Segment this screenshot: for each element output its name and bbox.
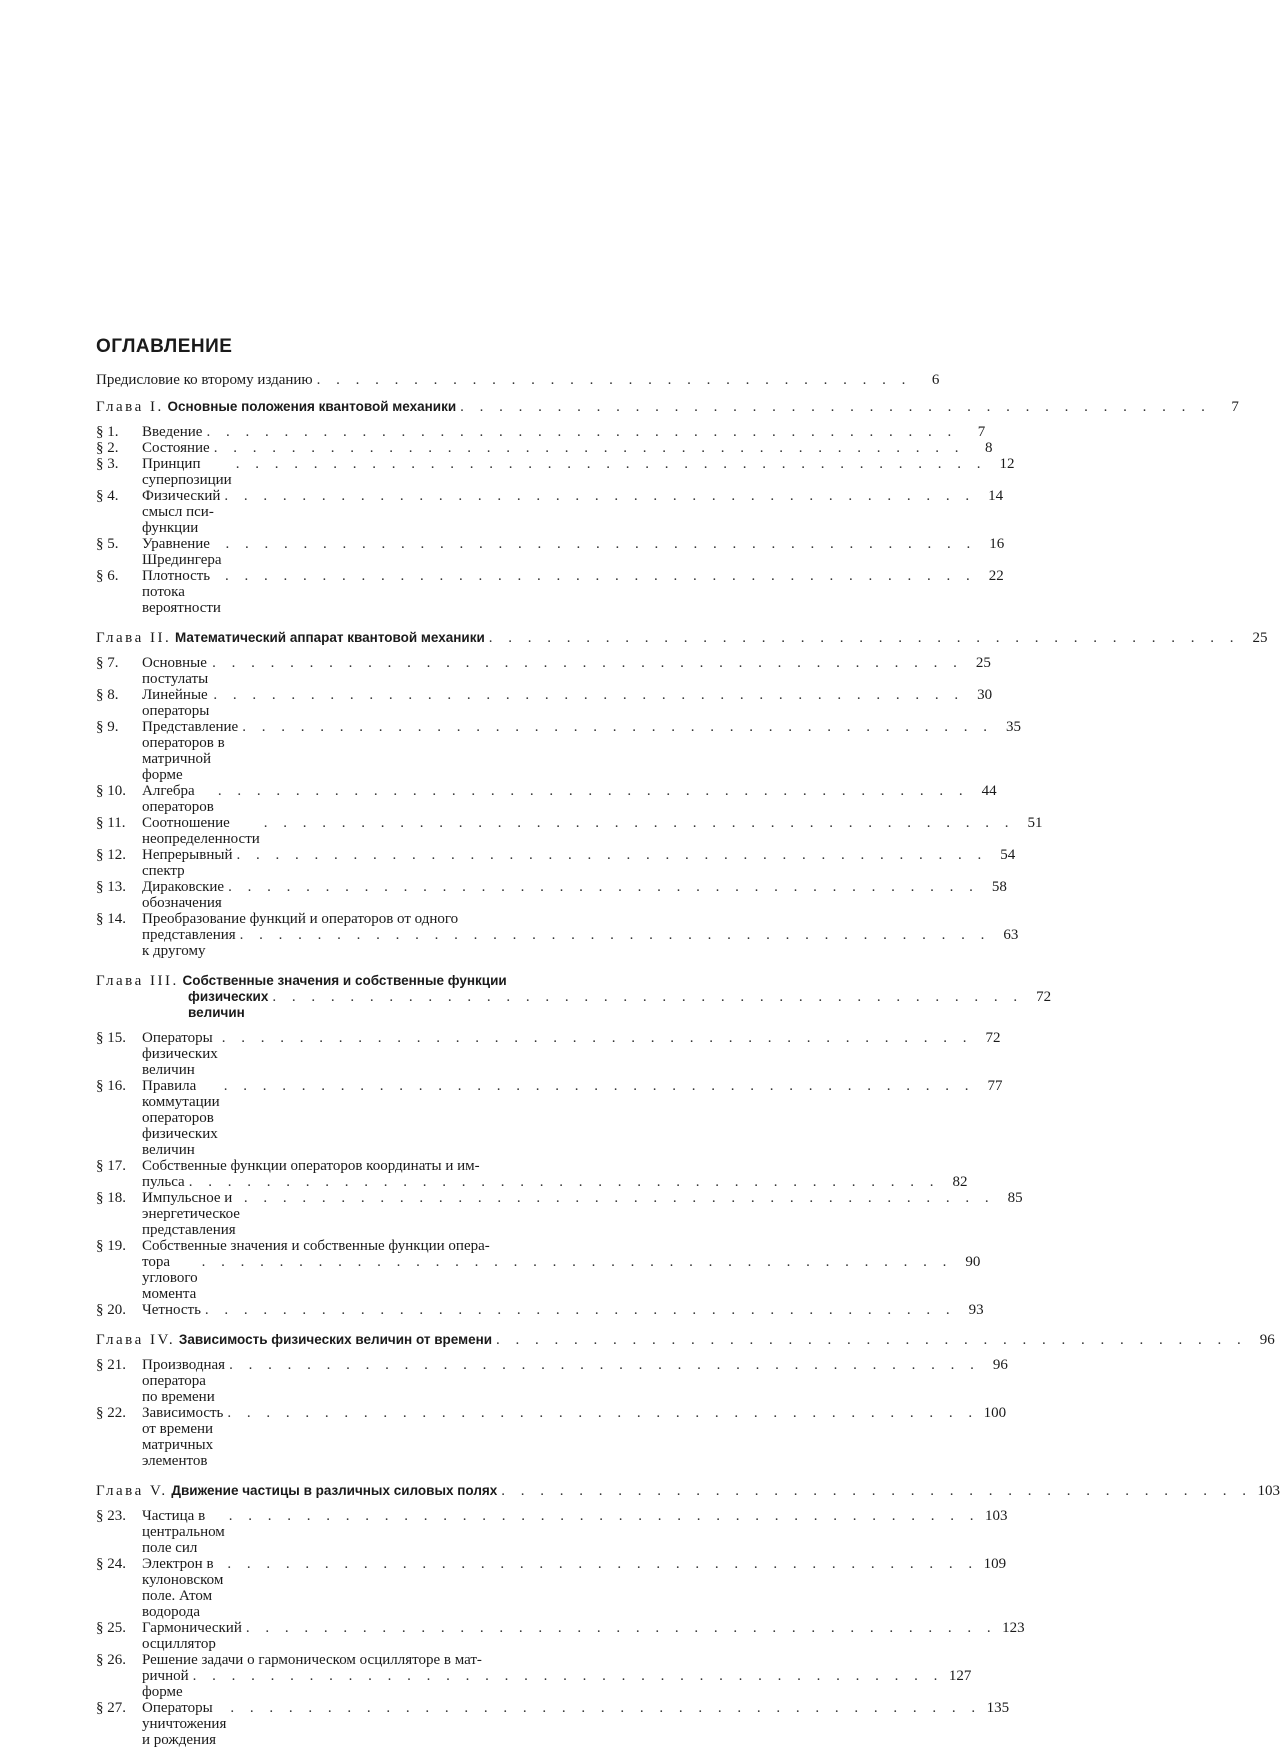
- toc-page-number: 44: [981, 783, 997, 799]
- toc-preface-text: Предисловие ко второму изданию: [96, 372, 313, 388]
- section-title: Импульсное и энергетическое представления: [142, 1190, 240, 1238]
- toc-page-number: 90: [965, 1254, 981, 1270]
- leader-dots: . . . . . . . . . . . . . . . . . . . . . . . . . . . . . . . . . . . . . . .: [221, 1030, 973, 1046]
- toc-page-number: 96: [992, 1357, 1008, 1373]
- chapter-spacer: [96, 1748, 580, 1758]
- toc-page-number: 63: [1003, 927, 1019, 943]
- toc-chapter-row[interactable]: [96, 1483, 1280, 1499]
- section-title: Четность: [142, 1302, 201, 1318]
- section-number: § 22.: [96, 1405, 126, 1421]
- section-body: [142, 1405, 1007, 1469]
- section-line-1: [96, 1238, 580, 1254]
- leader-dots: . . . . . . . . . . . . . . . . . . . . . . . . . . . . . . . . . . . . . . .: [227, 1556, 979, 1572]
- section-number: § 25.: [96, 1620, 126, 1636]
- section-title: Принцип суперпозиции: [142, 456, 232, 488]
- section-number: § 8.: [96, 687, 119, 703]
- leader-dots: . . . . . . . . . . . . . . . . . . . . . . . . . . . . . . . . . . . . . . .: [224, 568, 976, 584]
- leader-dots: . . . . . . . . . . . . . . . . . . . . . . . . . . . . . . . . . . . . . . .: [213, 440, 965, 456]
- toc-section-row[interactable]: [96, 1030, 1001, 1078]
- section-line-1: [96, 1652, 580, 1668]
- chapter-title: Основные положения квантовой механики: [167, 399, 457, 414]
- leader-dots: . . . . . . . . . . . . . . . . . . . . . . . . . . . . . . . . . . . . . . .: [204, 1302, 956, 1318]
- toc-page-number: 54: [1000, 847, 1016, 863]
- section-body: [142, 847, 1016, 879]
- section-title-continued: тора углового момента: [142, 1254, 198, 1302]
- toc-page-number: 85: [1007, 1190, 1023, 1206]
- toc-page-number: 51: [1027, 815, 1043, 831]
- toc-page-number: 8: [984, 440, 993, 456]
- toc-page-number: 58: [991, 879, 1007, 895]
- leader-dots: . . . . . . . . . . . . . . . . . . . . . . . . . . . . . . . . . . . . . . .: [460, 399, 1211, 415]
- section-number: § 24.: [96, 1556, 126, 1572]
- toc-page-number: 14: [988, 488, 1004, 504]
- section-number: § 12.: [96, 847, 126, 863]
- chapter-spacer: [96, 959, 580, 969]
- section-title: Собственные функции операторов координаты и им-: [142, 1158, 480, 1174]
- section-line-2: [96, 1254, 981, 1302]
- toc-page-number: 25: [975, 655, 991, 671]
- section-body: [142, 1556, 1007, 1620]
- leader-dots: . . . . . . . . . . . . . . . . . . . . . . . . . . . . . . . . . . . . . . .: [230, 1700, 982, 1716]
- section-number: § 21.: [96, 1357, 126, 1373]
- chapter-title-line-1: [96, 973, 580, 989]
- section-number: § 23.: [96, 1508, 126, 1524]
- section-title: Собственные значения и собственные функции опера-: [142, 1238, 490, 1254]
- section-title: Гармонический осциллятор: [142, 1620, 242, 1652]
- section-title: Частица в центральном поле сил: [142, 1508, 225, 1556]
- section-title: Операторы физических величин: [142, 1030, 218, 1078]
- leader-dots: . . . . . . . . . . . . . . . . . . . . . . . . . . . . . . . . . . . . . . .: [201, 1254, 953, 1270]
- chapter-label: Глава II.: [96, 630, 172, 646]
- chapter-spacer: [96, 1469, 580, 1479]
- leader-dots: . . . . . . . . . . . . . . . . . . . . . . . . . . . . . . . . . . . . . . .: [501, 1483, 1253, 1499]
- section-number: § 7.: [96, 655, 119, 671]
- chapter-spacer: [96, 1318, 580, 1328]
- toc-section-row[interactable]: [96, 488, 1004, 536]
- section-body: [142, 1078, 1003, 1158]
- section-line-2: [96, 927, 1019, 959]
- toc-page-number: 127: [948, 1668, 972, 1684]
- section-title: Правила коммутации операторов физических величин: [142, 1078, 220, 1158]
- section-line-1: [96, 911, 580, 927]
- toc-section-row[interactable]: [96, 815, 1043, 847]
- chapter-spacer: [96, 616, 580, 626]
- toc-section-row[interactable]: [96, 1357, 1008, 1405]
- section-number: § 19.: [96, 1238, 126, 1254]
- toc-section-row[interactable]: [96, 655, 991, 687]
- leader-dots: . . . . . . . . . . . . . . . . . . . . . . . . . . . . . . . . . . . . . . .: [188, 1174, 940, 1190]
- section-number: § 20.: [96, 1302, 126, 1318]
- leader-dots: . . . . . . . . . . . . . . . . . . . . . . . . . . . . . . . . . . . . . . .: [235, 456, 987, 472]
- section-body: [142, 1357, 1008, 1405]
- toc-page-number: 103: [985, 1508, 1008, 1524]
- section-line-1: [96, 1158, 580, 1174]
- section-body: [142, 1190, 1023, 1238]
- leader-dots: . . . . . . . . . . . . . . . . . . . . . . . . . . . . . . . . . . . . . . .: [227, 1405, 979, 1421]
- toc-section-row[interactable]: [96, 1508, 1008, 1556]
- section-line-2: [96, 1668, 972, 1700]
- toc-page-number: 77: [987, 1078, 1003, 1094]
- section-number: § 1.: [96, 424, 119, 440]
- leader-dots: . . . . . . . . . . . . . . . . . . . . . . . . . . . . . . . . . . . . . . .: [496, 1332, 1247, 1348]
- section-number: § 14.: [96, 911, 126, 927]
- toc-section-row[interactable]: [96, 1078, 1003, 1158]
- section-title-continued: пульса: [142, 1174, 185, 1190]
- toc-page-number: 103: [1257, 1483, 1280, 1499]
- chapter-title: Собственные значения и собственные функции: [182, 973, 507, 988]
- section-body: [142, 815, 1043, 847]
- chapter-title: Движение частицы в различных силовых полях: [171, 1483, 498, 1498]
- toc-section-row[interactable]: [96, 719, 1021, 783]
- section-body: [142, 1302, 984, 1318]
- leader-dots: . . . . . . . . . . . . . . . . . . . . . . . . . . . . . . . . . . . . . . .: [192, 1668, 944, 1684]
- toc-section-row[interactable]: [96, 1190, 1023, 1238]
- toc-section-row[interactable]: [96, 568, 1004, 616]
- toc-section-row[interactable]: [96, 536, 1005, 568]
- section-number: § 6.: [96, 568, 119, 584]
- chapter-title-continued: физических величин: [188, 989, 269, 1020]
- leader-dots: . . . . . . . . . . . . . . . . . . . . . . . . . . . . . . . . . . . . . . .: [223, 1078, 975, 1094]
- section-title: Представление операторов в матричной форме: [142, 719, 239, 783]
- toc-section-row[interactable]: [96, 1700, 1010, 1748]
- section-number: § 27.: [96, 1700, 126, 1716]
- toc-section-row[interactable]: [96, 424, 986, 440]
- toc-page-number: 6: [931, 372, 940, 388]
- toc-section-row[interactable]: [96, 1405, 1007, 1469]
- toc-page-number: 72: [1036, 989, 1052, 1005]
- leader-dots: . . . . . . . . . . . . . . . . . . . . . . . . . . . . . . . . . . . . . . .: [213, 687, 965, 703]
- leader-dots: . . . . . . . . . . . . . . . . . . . . . . . . . . . . . . . . . . . . . . .: [229, 1357, 980, 1373]
- chapter-label: Глава IV.: [96, 1332, 176, 1348]
- section-number: § 4.: [96, 488, 119, 504]
- leader-dots: . . . . . . . . . . . . . . . . . . . . . . . . . . . . . . .: [316, 372, 912, 388]
- section-number: § 11.: [96, 815, 126, 831]
- toc-section-row[interactable]: [96, 1302, 984, 1318]
- toc-chapter-row[interactable]: [96, 1332, 1275, 1348]
- section-number: § 13.: [96, 879, 126, 895]
- section-body: [142, 687, 993, 719]
- toc-section-row[interactable]: [96, 911, 1019, 959]
- leader-dots: . . . . . . . . . . . . . . . . . . . . . . . . . . . . . . . . . . . . . . .: [263, 815, 1015, 831]
- section-body: [142, 1508, 1008, 1556]
- leader-dots: . . . . . . . . . . . . . . . . . . . . . . . . . . . . . . . . . . . . . . .: [228, 879, 979, 895]
- toc-page-number: 123: [1002, 1620, 1025, 1636]
- leader-dots: . . . . . . . . . . . . . . . . . . . . . . . . . . . . . . . . . . . . . . .: [224, 488, 976, 504]
- toc-page-number: 93: [968, 1302, 984, 1318]
- section-number: § 17.: [96, 1158, 126, 1174]
- toc-chapter-row[interactable]: [96, 630, 1268, 646]
- section-title-continued: ричной форме: [142, 1668, 189, 1700]
- section-title: Преобразование функций и операторов от одного: [142, 911, 459, 927]
- section-title: Зависимость от времени матричных элементов: [142, 1405, 224, 1469]
- section-number: § 16.: [96, 1078, 126, 1094]
- section-body: [142, 1620, 1025, 1652]
- section-body: [142, 440, 993, 456]
- toc-page-number: 82: [952, 1174, 968, 1190]
- section-body: [142, 488, 1004, 536]
- toc-section-row[interactable]: [96, 1556, 1007, 1620]
- toc-section-row[interactable]: [96, 1620, 1025, 1652]
- chapter-title-line-2: [96, 989, 1052, 1021]
- section-number: § 18.: [96, 1190, 126, 1206]
- section-number: § 10.: [96, 783, 126, 799]
- section-body: [142, 568, 1004, 616]
- section-number: § 2.: [96, 440, 119, 456]
- leader-dots: . . . . . . . . . . . . . . . . . . . . . . . . . . . . . . . . . . . . . . .: [217, 783, 969, 799]
- toc-page-number: 135: [986, 1700, 1010, 1716]
- chapter-label: Глава III.: [96, 973, 179, 989]
- chapter-label: Глава I.: [96, 399, 164, 415]
- leader-dots: . . . . . . . . . . . . . . . . . . . . . . . . . . . . . . . . . . . . . . .: [236, 847, 988, 863]
- toc-section-row[interactable]: [96, 1652, 972, 1700]
- section-body: [142, 783, 997, 815]
- page-title: ОГЛАВЛЕНИЕ: [96, 336, 233, 357]
- toc-page-number: 30: [977, 687, 993, 703]
- leader-dots: . . . . . . . . . . . . . . . . . . . . . . . . . . . . . . . . . . . . . . .: [488, 630, 1240, 646]
- section-title: Уравнение Шредингера: [142, 536, 222, 568]
- section-body: [142, 536, 1005, 568]
- section-title: Непрерывный спектр: [142, 847, 233, 879]
- toc-section-row[interactable]: [96, 1158, 968, 1190]
- toc-preface-row[interactable]: [96, 372, 940, 388]
- leader-dots: . . . . . . . . . . . . . . . . . . . . . . . . . . . . . . . . . . . . . . .: [272, 989, 1024, 1005]
- section-title: Основные постулаты: [142, 655, 209, 687]
- leader-dots: . . . . . . . . . . . . . . . . . . . . . . . . . . . . . . . . . . . . . . .: [239, 927, 991, 943]
- section-title: Плотность потока вероятности: [142, 568, 221, 616]
- toc-page-number: 100: [983, 1405, 1007, 1421]
- leader-dots: . . . . . . . . . . . . . . . . . . . . . . . . . . . . . . . . . . . . . . .: [212, 655, 963, 671]
- section-title: Алгебра операторов: [142, 783, 214, 815]
- section-title: Линейные операторы: [142, 687, 210, 719]
- toc-page-number: 109: [983, 1556, 1007, 1572]
- section-number: § 26.: [96, 1652, 126, 1668]
- toc-section-row[interactable]: [96, 879, 1007, 911]
- toc-section-row[interactable]: [96, 783, 997, 815]
- section-body: [142, 424, 986, 440]
- toc-page-number: 12: [999, 456, 1015, 472]
- toc-page-number: 7: [1231, 399, 1239, 415]
- section-body: [142, 1030, 1001, 1078]
- leader-dots: . . . . . . . . . . . . . . . . . . . . . . . . . . . . . . . . . . . . . . .: [225, 536, 977, 552]
- toc-page-number: 35: [1005, 719, 1021, 735]
- toc-section-row[interactable]: [96, 847, 1016, 879]
- toc-chapter-heading: [96, 399, 456, 415]
- chapter-label: Глава V.: [96, 1483, 168, 1499]
- toc-chapter-row[interactable]: [96, 399, 1239, 415]
- section-title: Дираковские обозначения: [142, 879, 225, 911]
- section-title: Операторы уничтожения и рождения: [142, 1700, 227, 1748]
- section-body: [142, 456, 1015, 488]
- toc-page-number: 7: [977, 424, 986, 440]
- leader-dots: . . . . . . . . . . . . . . . . . . . . . . . . . . . . . . . . . . . . . . .: [206, 424, 958, 440]
- leader-dots: . . . . . . . . . . . . . . . . . . . . . . . . . . . . . . . . . . . . . . .: [243, 1190, 995, 1206]
- leader-dots: . . . . . . . . . . . . . . . . . . . . . . . . . . . . . . . . . . . . . . .: [228, 1508, 980, 1524]
- toc-section-row[interactable]: [96, 440, 993, 456]
- section-number: § 5.: [96, 536, 119, 552]
- chapter-title: Математический аппарат квантовой механики: [174, 630, 485, 645]
- leader-dots: . . . . . . . . . . . . . . . . . . . . . . . . . . . . . . . . . . . . . . .: [245, 1620, 997, 1636]
- section-body: [142, 719, 1021, 783]
- section-number: § 3.: [96, 456, 119, 472]
- toc-chapter-row[interactable]: [96, 973, 1052, 1021]
- toc-page-number: 22: [988, 568, 1004, 584]
- toc-section-row[interactable]: [96, 456, 1015, 488]
- section-title: Электрон в кулоновском поле. Атом водорода: [142, 1556, 224, 1620]
- toc-page-number: 96: [1259, 1332, 1275, 1348]
- section-body: [142, 655, 991, 687]
- section-body: [142, 1700, 1010, 1748]
- toc-page-number: 25: [1252, 630, 1268, 646]
- section-title: Введение: [142, 424, 203, 440]
- toc-page-number: 16: [989, 536, 1005, 552]
- leader-dots: . . . . . . . . . . . . . . . . . . . . . . . . . . . . . . . . . . . . . . .: [242, 719, 993, 735]
- section-body: [142, 879, 1007, 911]
- toc-section-row[interactable]: [96, 1238, 981, 1302]
- toc-chapter-heading: [96, 1332, 492, 1348]
- chapter-title: Зависимость физических величин от времени: [178, 1332, 493, 1347]
- toc-chapter-heading: [96, 630, 485, 646]
- section-title-continued: представления к другому: [142, 927, 236, 959]
- toc-section-row[interactable]: [96, 687, 993, 719]
- section-title: Состояние: [142, 440, 210, 456]
- section-line-2: [96, 1174, 968, 1190]
- table-of-contents: [96, 372, 1280, 1758]
- section-title: Решение задачи о гармоническом осцилляторе в мат-: [142, 1652, 482, 1668]
- section-title: Физический смысл пси-функции: [142, 488, 221, 536]
- section-title: Соотношение неопределенности: [142, 815, 260, 847]
- section-number: § 15.: [96, 1030, 126, 1046]
- section-number: § 9.: [96, 719, 119, 735]
- toc-page-number: 72: [985, 1030, 1001, 1046]
- section-title: Производная оператора по времени: [142, 1357, 226, 1405]
- toc-chapter-heading: [96, 1483, 497, 1499]
